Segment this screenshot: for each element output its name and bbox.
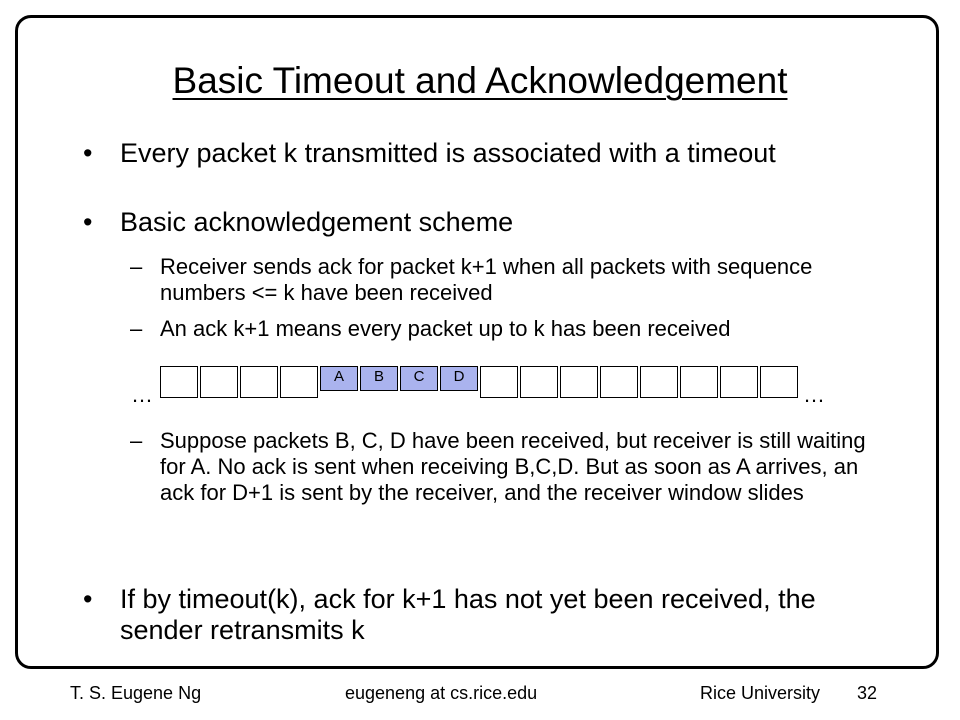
window-cell	[680, 366, 718, 398]
window-cell	[760, 366, 798, 398]
bullet-1-text: Every packet k transmitted is associated with a timeout	[120, 138, 776, 168]
footer-author: T. S. Eugene Ng	[70, 683, 202, 703]
slide-frame	[15, 15, 939, 669]
subbullet-1	[130, 254, 880, 306]
sub-dash: –	[130, 254, 143, 279]
sub-dash: –	[130, 428, 143, 453]
packet-cell-b: B	[360, 366, 398, 391]
bullet-dot: •	[83, 584, 93, 614]
subbullet-2	[130, 316, 900, 342]
subbullet-2-text: An ack k+1 means every packet up to k has been received	[160, 316, 731, 341]
window-cell	[240, 366, 278, 398]
footer-institution: Rice University	[700, 683, 821, 703]
bullet-dot: •	[83, 207, 93, 237]
packet-cell-a: A	[320, 366, 358, 391]
subbullet-3-text: Suppose packets B, C, D have been received, but receiver is still waiting for A. No ack is sent when receiving B,C,D. But as soon as A arrives, an ack for D+1 is sent by the receiver, and the receiver window slides	[160, 428, 866, 505]
bullet-1	[83, 138, 820, 169]
ellipsis-left: …	[131, 382, 153, 407]
bullet-3	[83, 584, 820, 646]
window-cell	[520, 366, 558, 398]
packet-cell-c: C	[400, 366, 438, 391]
ellipsis-right: …	[803, 382, 825, 407]
subbullet-1-text: Receiver sends ack for packet k+1 when all packets with sequence numbers <= k have been received	[160, 254, 813, 305]
window-cell	[280, 366, 318, 398]
window-cell	[640, 366, 678, 398]
window-cell	[560, 366, 598, 398]
packet-cell-d: D	[440, 366, 478, 391]
bullet-dot: •	[83, 138, 93, 168]
window-cell	[720, 366, 758, 398]
subbullet-3	[130, 428, 890, 506]
footer-email: eugeneng at cs.rice.edu	[345, 683, 538, 703]
window-cell	[480, 366, 518, 398]
window-cell	[600, 366, 638, 398]
window-cell	[160, 366, 198, 398]
sub-dash: –	[130, 316, 143, 341]
bullet-3-text: If by timeout(k), ack for k+1 has not yet been received, the sender retransmits k	[120, 584, 816, 645]
bullet-2-text: Basic acknowledgement scheme	[120, 207, 514, 237]
slide-title: Basic Timeout and Acknowledgement	[172, 60, 788, 101]
footer-page-number: 32	[857, 683, 878, 703]
window-cell	[200, 366, 238, 398]
bullet-2	[83, 207, 820, 238]
